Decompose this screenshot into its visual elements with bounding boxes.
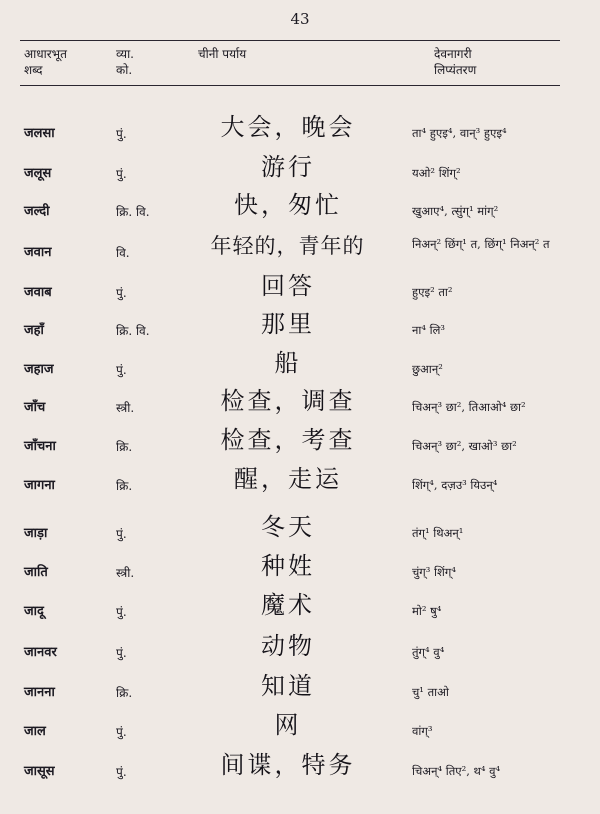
top-rule [20, 40, 560, 41]
entry-word: जाल [24, 724, 46, 739]
entry-transliteration: हुएइ² ता² [412, 285, 453, 299]
entry-grammar: पुं. [116, 765, 127, 779]
entry-grammar: पुं. [116, 605, 127, 619]
entry-chinese: 年轻的，青年的 [210, 234, 365, 258]
entry-transliteration: मो² षु⁴ [412, 604, 442, 618]
entry-chinese: 游行 [261, 153, 315, 181]
entry-word: जानवर [24, 645, 57, 660]
entry-transliteration: ता⁴ हुएइ⁴, वान्³ हुएइ⁴ [412, 126, 507, 140]
entry-chinese: 动物 [261, 632, 315, 660]
entry-chinese: 醒，走运 [234, 465, 342, 493]
entry-grammar: क्रि. [116, 479, 133, 493]
entry-chinese: 间谍，特务 [220, 751, 356, 779]
entry-word: जादू [24, 604, 44, 619]
entry-word: जागना [24, 478, 55, 493]
header-chinese-equivalent: चीनी पर्याय [198, 47, 247, 61]
entry-transliteration: चिअन्⁴ तिए², थ⁴ वु⁴ [412, 764, 501, 778]
entry-transliteration: यओ² शिंग्² [412, 166, 461, 180]
entry-transliteration: तुंग्⁴ वु⁴ [412, 645, 445, 659]
entry-grammar: वि. [116, 246, 130, 260]
entry-transliteration: निअन्² छिंग्¹ त, छिंग्¹ निअन्² त [412, 237, 550, 251]
entry-word: जाँच [24, 400, 46, 415]
entry-grammar: पुं. [116, 527, 127, 541]
header-devanagari-transliteration: देवनागरी लिप्यंतरण [434, 47, 477, 77]
entry-word: जवाब [24, 285, 52, 300]
header-rule [20, 85, 560, 86]
entry-chinese: 网 [274, 711, 302, 739]
entry-chinese: 检查，考查 [220, 426, 356, 454]
entry-chinese: 冬天 [261, 513, 315, 541]
entry-grammar: क्रि. [116, 440, 133, 454]
entry-chinese: 知道 [261, 672, 315, 700]
entry-word: जलूस [24, 166, 52, 181]
entry-grammar: क्रि. [116, 686, 133, 700]
entry-word: जल्दी [24, 204, 50, 219]
list-item [0, 751, 600, 804]
entry-grammar: स्त्री. [116, 566, 135, 580]
entry-grammar: स्त्री. [116, 401, 135, 415]
entry-word: जहाज [24, 362, 54, 377]
entry-transliteration: चुंग्³ शिंग्⁴ [412, 565, 456, 579]
entry-transliteration: तंग्¹ थिअन्¹ [412, 526, 464, 540]
entry-chinese: 大会，晚会 [220, 113, 356, 141]
entry-chinese: 魔术 [261, 591, 315, 619]
entry-transliteration: छुआन्² [412, 362, 443, 376]
entry-transliteration: चिअन्³ छा², तिआओ⁴ छा² [412, 400, 526, 414]
entry-word: जाँचना [24, 439, 56, 454]
entry-chinese: 检查，调查 [220, 387, 356, 415]
entry-word: जानना [24, 685, 55, 700]
entry-word: जवान [24, 245, 52, 260]
entry-grammar: पुं. [116, 363, 127, 377]
entry-word: जाड़ा [24, 526, 48, 541]
entry-transliteration: चिअन्³ छा², खाओ³ छा² [412, 439, 517, 453]
entry-word: जासूस [24, 764, 55, 779]
entry-chinese: 种姓 [261, 552, 315, 580]
entry-word: जहाँ [24, 323, 44, 338]
entry-grammar: पुं. [116, 127, 127, 141]
entry-grammar: पुं. [116, 286, 127, 300]
entry-chinese: 那里 [261, 310, 315, 338]
entry-grammar: पुं. [116, 646, 127, 660]
entry-grammar: क्रि. वि. [116, 324, 150, 338]
entry-grammar: पुं. [116, 167, 127, 181]
entry-transliteration: शिंग्⁴, दज़उ³ यिउन्⁴ [412, 478, 498, 492]
header-base-word: आधारभूत शब्द [24, 47, 67, 77]
entry-transliteration: चु¹ ताओ [412, 685, 449, 699]
page-number: 43 [290, 10, 310, 28]
entry-chinese: 快，匆忙 [234, 191, 342, 219]
entry-transliteration: ना⁴ लि³ [412, 323, 446, 337]
entry-transliteration: खुआए⁴, त्सुंग्¹ मांग्² [412, 204, 499, 218]
header-grammar: व्या. को. [116, 47, 134, 77]
entry-chinese: 船 [274, 349, 302, 377]
entry-grammar: क्रि. वि. [116, 205, 150, 219]
entry-word: जलसा [24, 126, 55, 141]
entry-word: जाति [24, 565, 48, 580]
entry-grammar: पुं. [116, 725, 127, 739]
entry-chinese: 回答 [261, 272, 315, 300]
entry-transliteration: वांग्³ [412, 724, 433, 738]
